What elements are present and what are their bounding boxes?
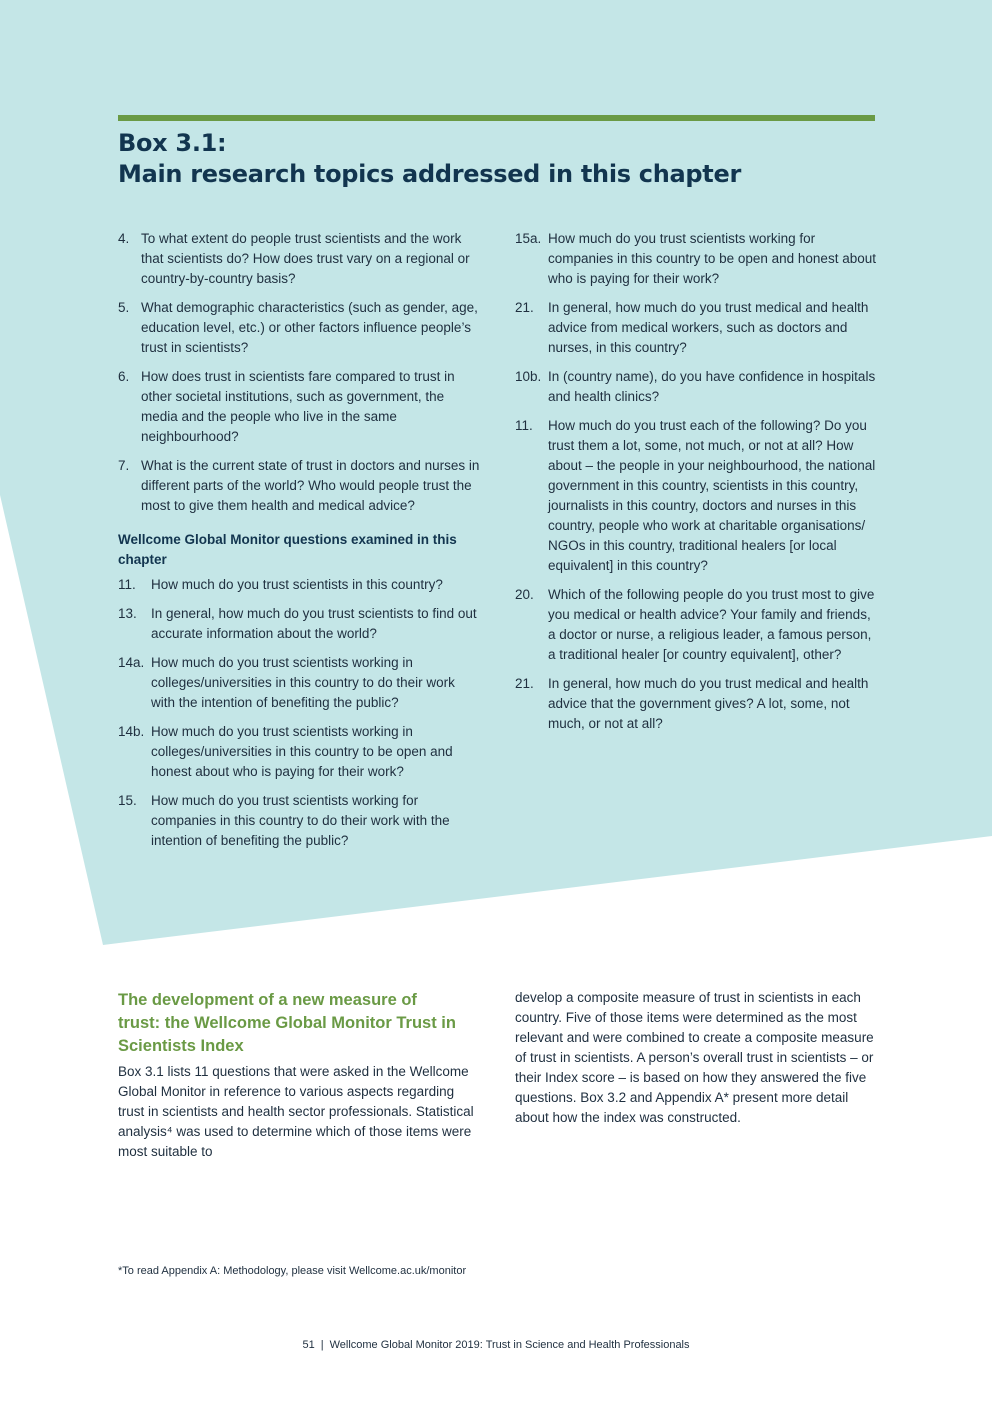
list-item — [118, 791, 480, 851]
item-number: 5. — [118, 300, 130, 315]
list-item — [515, 674, 877, 734]
item-number: 11. — [515, 418, 533, 433]
box-title — [118, 128, 741, 190]
list-item — [515, 298, 877, 358]
item-text: How much do you trust scientists working for companies in this country to be open and honest about who is paying for their work? — [548, 231, 876, 286]
item-number: 6. — [118, 369, 130, 384]
item-text: How much do you trust scientists working in colleges/universities in this country to be open and honest about who is paying for their work? — [151, 724, 453, 779]
list-item — [515, 229, 877, 289]
item-number: 10b. — [515, 369, 542, 384]
questions-list-left — [118, 575, 480, 851]
list-item — [118, 456, 480, 516]
questions-subheading: Wellcome Global Monitor questions examined in this chapter — [118, 532, 457, 567]
item-number: 21. — [515, 300, 534, 315]
list-item — [118, 604, 480, 644]
box-top-rule — [118, 115, 875, 121]
item-number: 4. — [118, 231, 130, 246]
list-item — [118, 298, 480, 358]
item-number: 20. — [515, 587, 534, 602]
item-text: In general, how much do you trust scientists to find out accurate information about the world? — [151, 606, 477, 641]
item-text: How much do you trust scientists working in colleges/universities in this country to do their work with the intention of benefiting the public? — [151, 655, 455, 710]
section-paragraph-right: develop a composite measure of trust in scientists in each country. Five of those items were determined as the most relevant and were combined to create a composite measure of trust in scientists. A person’s overall trust in scientists – or their Index score – is based on how they answered the five questions. Box 3.2 and Appendix A* present more detail about how the index was constructed. — [515, 990, 874, 1125]
footnote: *To read Appendix A: Methodology, please visit Wellcome.ac.uk/monitor — [118, 1265, 467, 1277]
list-item — [118, 722, 480, 782]
item-text: To what extent do people trust scientists and the work that scientists do? How does trust vary on a regional or country-by-country basis? — [141, 231, 470, 286]
item-text: How much do you trust each of the following? Do you trust them a lot, some, not much, or not at all? How about – the people in your neighbourhood, the national government in this country, scientists in this country, journalists in this country, doctors and nurses in this country, people who work at charitable organisations/ NGOs in this country, traditional healers [or local equivalent] in this country? — [548, 418, 876, 573]
box-left-column — [118, 229, 480, 860]
list-item — [118, 367, 480, 447]
box-title-label: Box 3.1: — [118, 129, 227, 157]
page-number: 51 — [302, 1339, 315, 1351]
footer-separator: | — [320, 1339, 324, 1351]
list-item — [515, 416, 877, 576]
questions-list-right — [515, 229, 877, 734]
item-number: 21. — [515, 676, 534, 691]
item-text: How much do you trust scientists in this country? — [151, 577, 443, 592]
item-number: 11. — [118, 577, 136, 592]
list-item — [118, 653, 480, 713]
list-item — [118, 575, 480, 595]
page-footer — [0, 1338, 992, 1352]
item-text: Which of the following people do you trust most to give you medical or health advice? Your family and friends, a doctor or nurse, a religious leader, a famous person, a traditional healer [or country equivalent], other? — [548, 587, 875, 662]
item-text: How much do you trust scientists working for companies in this country to do their work with the intention of benefiting the public? — [151, 793, 450, 848]
item-number: 7. — [118, 458, 130, 473]
item-text: In general, how much do you trust medical and health advice that the government gives? A lot, some, not much, or not at all? — [548, 676, 869, 731]
section-heading: The development of a new measure of trust: the Wellcome Global Monitor Trust in Scientists Index — [118, 991, 456, 1055]
item-number: 14b. — [118, 724, 145, 739]
item-text: What is the current state of trust in doctors and nurses in different parts of the world? Who would people trust the most to give them health and medical advice? — [141, 458, 480, 513]
item-text: What demographic characteristics (such as gender, age, education level, etc.) or other factors influence people’s trust in scientists? — [141, 300, 478, 355]
list-item — [118, 229, 480, 289]
item-number: 15a. — [515, 231, 542, 246]
footer-title: Wellcome Global Monitor 2019: Trust in Science and Health Professionals — [329, 1339, 690, 1351]
box-title-subtitle: Main research topics addressed in this chapter — [118, 160, 741, 188]
item-text: How does trust in scientists fare compared to trust in other societal institutions, such as government, the media and the people who live in the same neighbourhood? — [141, 369, 455, 444]
list-item — [515, 585, 877, 665]
item-text: In general, how much do you trust medical and health advice from medical workers, such as doctors and nurses, in this country? — [548, 300, 869, 355]
section-paragraph-left: Box 3.1 lists 11 questions that were asked in the Wellcome Global Monitor in reference to various aspects regarding trust in scientists and health sector professionals. Statistical analysis⁴ was used to determine which of those items were most suitable to — [118, 1064, 474, 1159]
item-number: 13. — [118, 606, 137, 621]
box-right-column — [515, 229, 877, 743]
item-number: 14a. — [118, 655, 145, 670]
research-topics-list — [118, 229, 480, 516]
item-text: In (country name), do you have confidence in hospitals and health clinics? — [548, 369, 876, 404]
item-number: 15. — [118, 793, 137, 808]
list-item — [515, 367, 877, 407]
